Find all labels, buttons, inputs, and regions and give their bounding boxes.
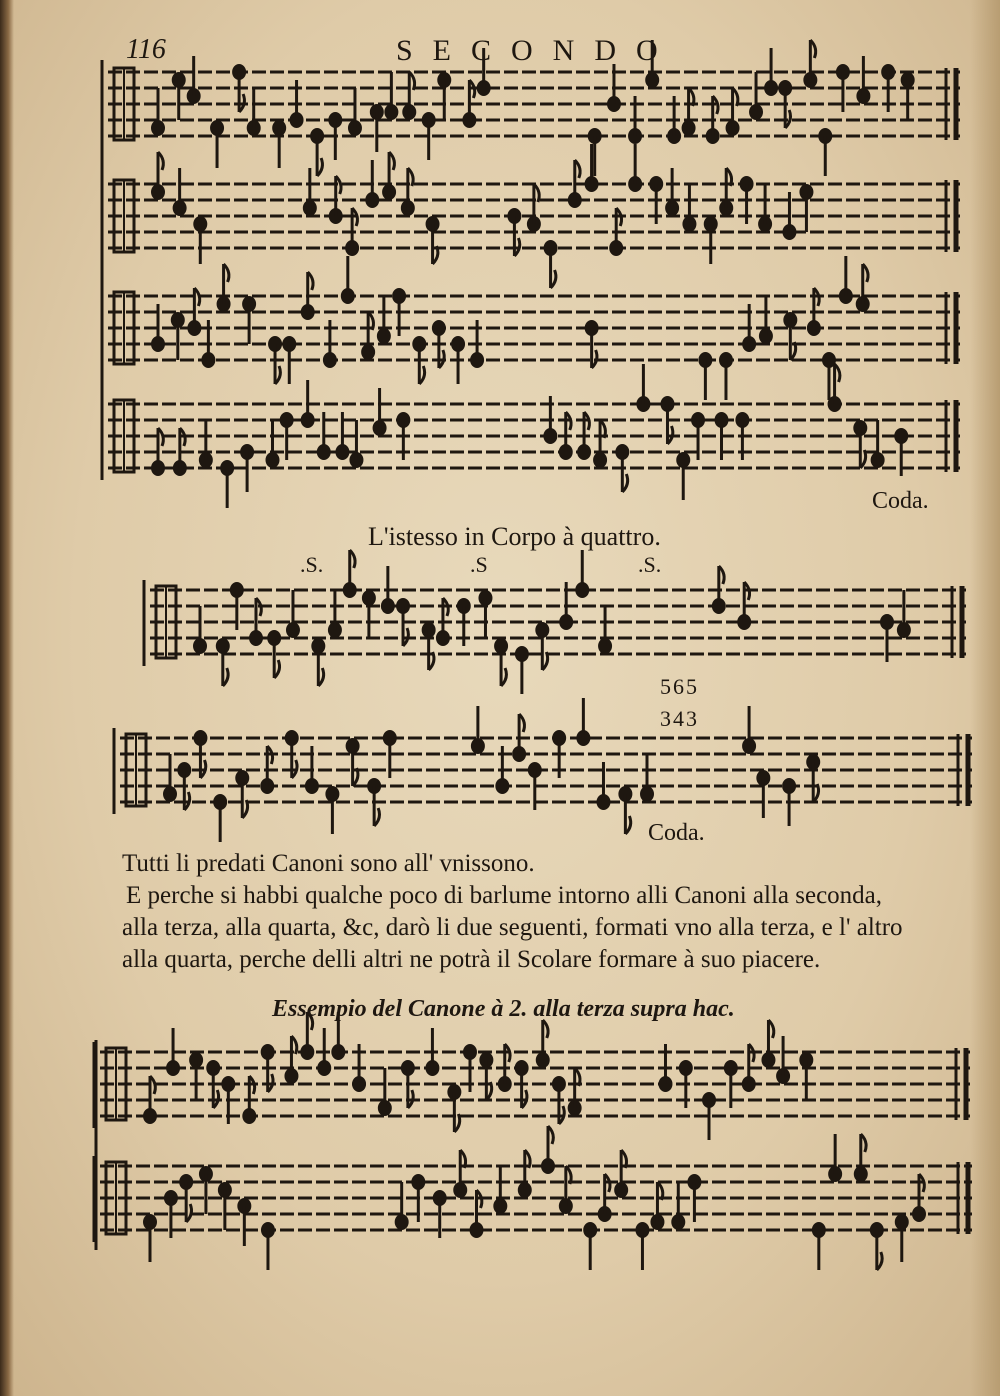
paragraph-line-4: alla quarta, perche delli altri ne potrà il Scolare formare à suo piacere.	[122, 946, 821, 973]
canon-number-top: 565	[660, 674, 699, 699]
canon-number-bottom: 343	[660, 706, 699, 731]
section-title: L'istesso in Corpo à quattro.	[368, 522, 661, 551]
coda-label-upper: Coda.	[872, 488, 929, 514]
paragraph-line-2: E perche si habbi qualche poco di barlume intorno alli Canoni alla seconda,	[126, 882, 883, 909]
paragraph-line-3: alla terza, alla quarta, &c, darò li due seguenti, formati vno alla terza, e l' altro	[122, 914, 903, 941]
coda-label-middle: Coda.	[648, 820, 705, 846]
example-title: Essempio del Canone à 2. alla terza supra hac.	[272, 996, 735, 1022]
body-paragraph	[122, 848, 982, 976]
segno-mark-2: .S	[470, 552, 488, 577]
paragraph-line-1: Tutti li predati Canoni sono all' vnissono.	[122, 850, 535, 877]
page-number: 116	[126, 34, 166, 65]
segno-mark-3: .S.	[638, 552, 662, 577]
segno-mark-1: .S.	[300, 552, 324, 577]
running-title: SECONDO	[396, 34, 678, 67]
